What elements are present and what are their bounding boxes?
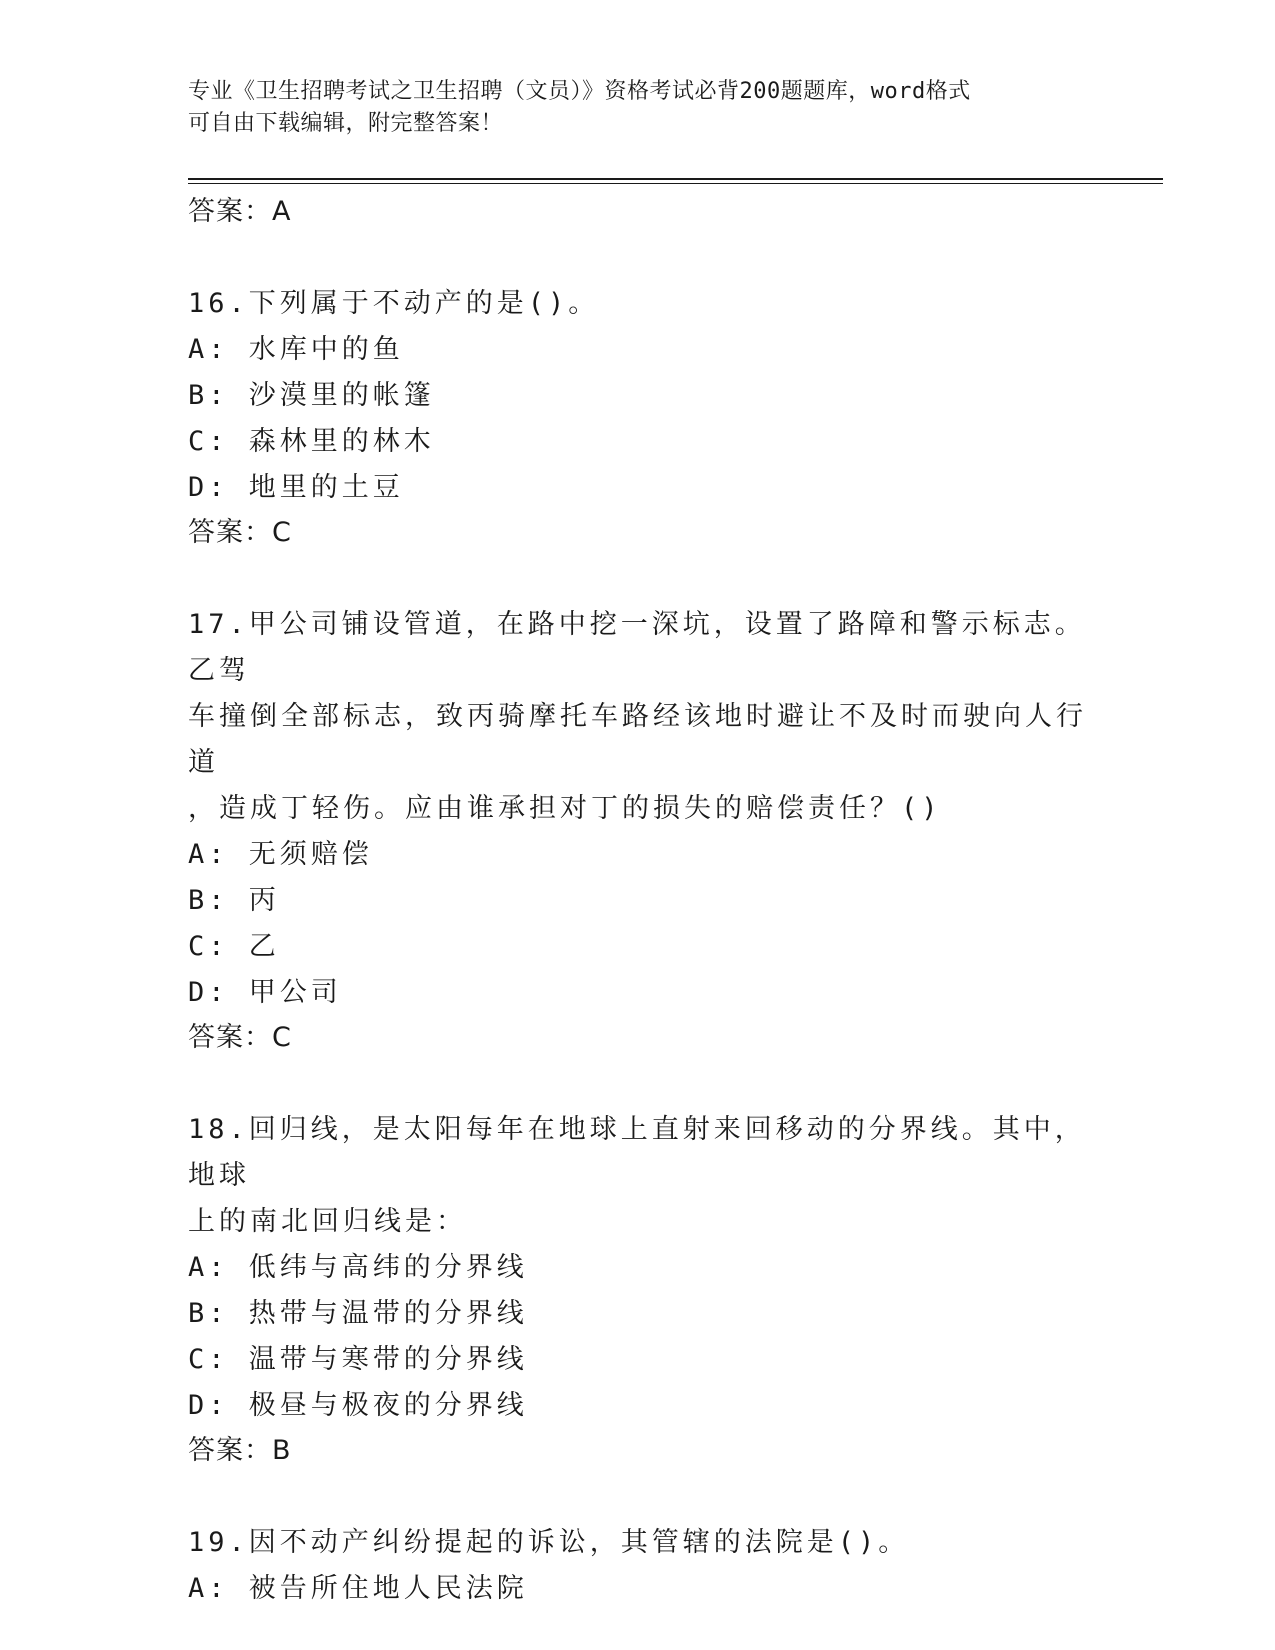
option-c: C: 森林里的林木 bbox=[188, 426, 435, 457]
question-stem: 19.因不动产纠纷提起的诉讼，其管辖的法院是()。 bbox=[188, 1527, 910, 1558]
option-a: A: 水库中的鱼 bbox=[188, 334, 404, 365]
answer-line: 答案：C bbox=[188, 1022, 292, 1053]
answer-line: 答案：B bbox=[188, 1435, 292, 1466]
option-d: D: 甲公司 bbox=[188, 977, 342, 1008]
question-stem-line-1: 17.甲公司铺设管道，在路中挖一深坑，设置了路障和警示标志。乙驾 bbox=[188, 609, 1086, 686]
question-19 bbox=[188, 1520, 1088, 1612]
option-b: B: 丙 bbox=[188, 885, 280, 916]
document-header bbox=[188, 76, 1088, 140]
answer-line: 答案：C bbox=[188, 517, 292, 548]
header-divider-thin bbox=[188, 183, 1163, 184]
question-18 bbox=[188, 1107, 1088, 1473]
option-a: A: 无须赔偿 bbox=[188, 839, 373, 870]
header-divider-thick bbox=[188, 178, 1163, 180]
question-17 bbox=[188, 602, 1088, 1060]
option-a: A: 低纬与高纬的分界线 bbox=[188, 1252, 528, 1283]
header-line-2: 可自由下载编辑，附完整答案！ bbox=[188, 111, 504, 136]
question-stem-line-1: 18.回归线，是太阳每年在地球上直射来回移动的分界线。其中，地球 bbox=[188, 1114, 1086, 1191]
option-b: B: 沙漠里的帐篷 bbox=[188, 380, 435, 411]
question-16 bbox=[188, 281, 1088, 555]
question-stem-line-2: 上的南北回归线是： bbox=[188, 1206, 467, 1237]
question-stem-line-3: ，造成丁轻伤。应由谁承担对丁的损失的赔偿责任？() bbox=[188, 793, 942, 824]
option-b: B: 热带与温带的分界线 bbox=[188, 1298, 528, 1329]
question-stem: 16.下列属于不动产的是()。 bbox=[188, 288, 600, 319]
answer-line: 答案：A bbox=[188, 196, 292, 227]
header-line-1: 专业《卫生招聘考试之卫生招聘（文员）》资格考试必背200题题库，word格式 bbox=[188, 79, 971, 104]
question-stem-line-2: 车撞倒全部标志，致丙骑摩托车路经该地时避让不及时而驶向人行道 bbox=[188, 701, 1087, 778]
option-a: A: 被告所住地人民法院 bbox=[188, 1573, 528, 1604]
option-c: C: 乙 bbox=[188, 931, 280, 962]
option-c: C: 温带与寒带的分界线 bbox=[188, 1344, 528, 1375]
document-body bbox=[188, 190, 1088, 1612]
option-d: D: 地里的土豆 bbox=[188, 472, 404, 503]
option-d: D: 极昼与极夜的分界线 bbox=[188, 1390, 528, 1421]
